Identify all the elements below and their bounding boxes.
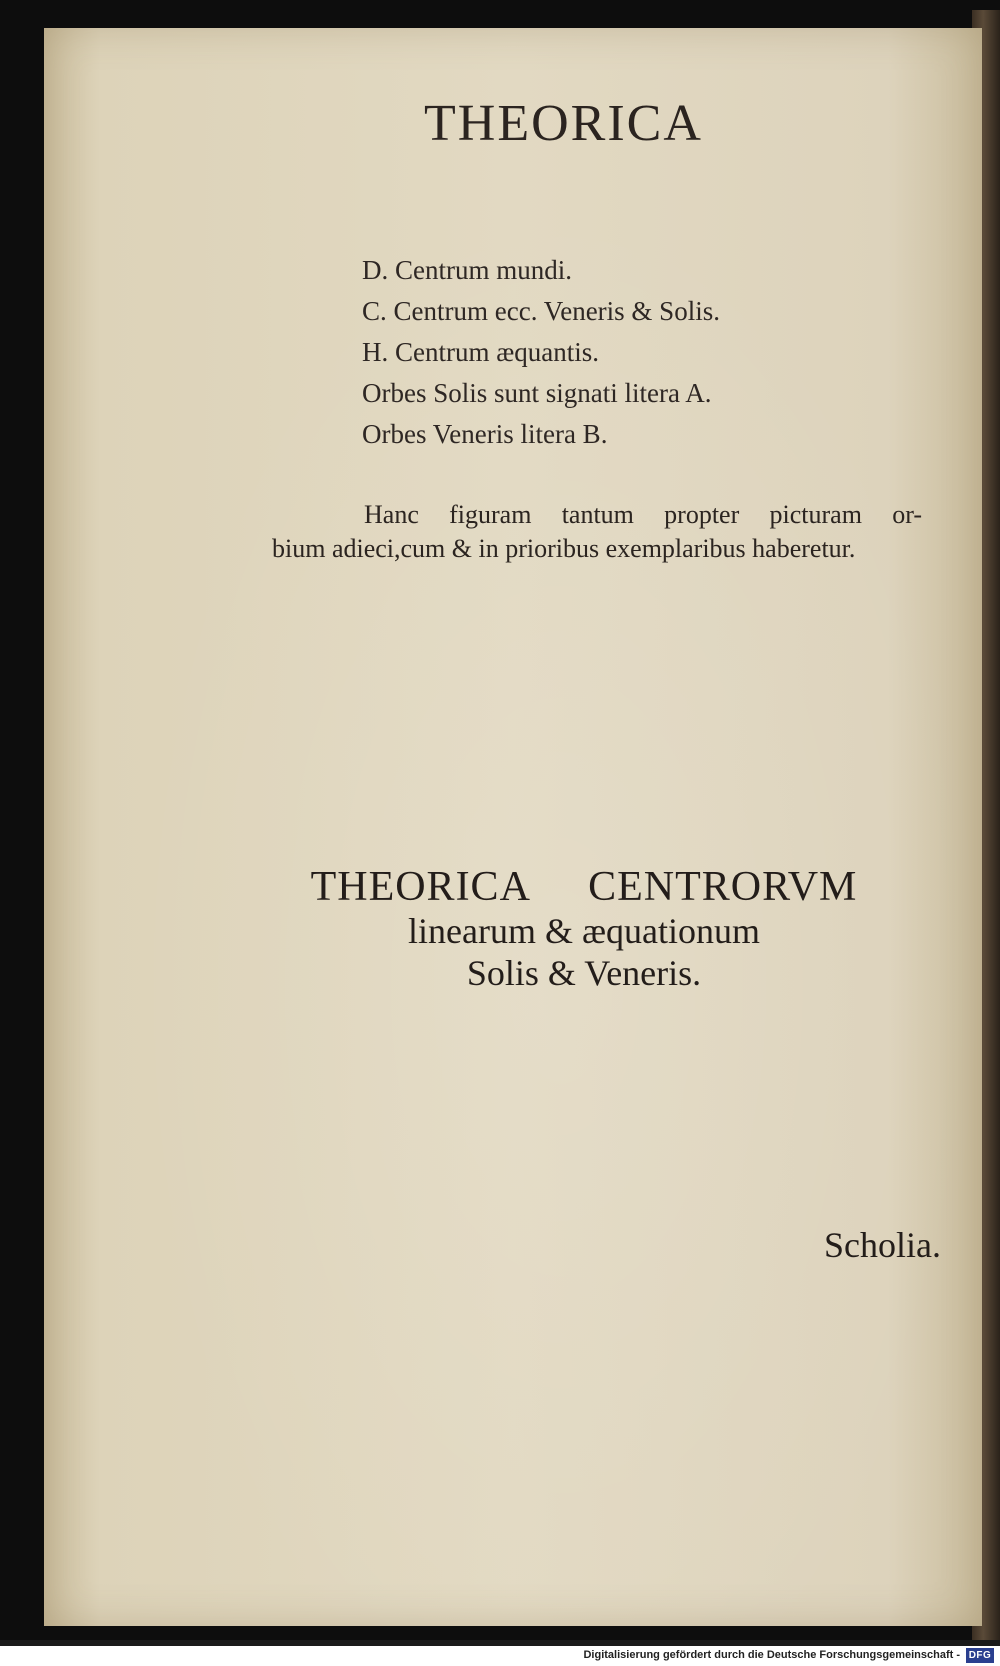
caption-line: Solis & Veneris. [466,953,702,993]
legend-item: Orbes Veneris litera B. [362,419,608,449]
page-title: THEORICA [424,95,703,152]
figure-note [272,498,922,566]
legend-item: D. Centrum mundi. [362,255,572,285]
legend-item: H. Centrum æquantis. [362,337,599,367]
catchword: Scholia. [824,1225,941,1265]
note-line: Hanc figuram tantum propter picturam or- [364,500,922,529]
dfg-logo-icon: DFG [966,1648,994,1663]
legend-item: Orbes Solis sunt signati litera A. [362,378,712,408]
caption-line: linearum & æquationum [408,911,760,951]
funding-credit: Digitalisierung gefördert durch die Deutsche Forschungsgemeinschaft - [583,1649,960,1661]
note-line: bium adieci,cum & in prioribus exemplaribus haberetur. [272,534,856,563]
caption-heading: THEORICA CENTRORVM [310,864,858,910]
figure-caption [274,864,894,994]
legend-item: C. Centrum ecc. Veneris & Solis. [362,296,720,326]
book-page [44,28,982,1626]
figure-legend [362,250,882,455]
